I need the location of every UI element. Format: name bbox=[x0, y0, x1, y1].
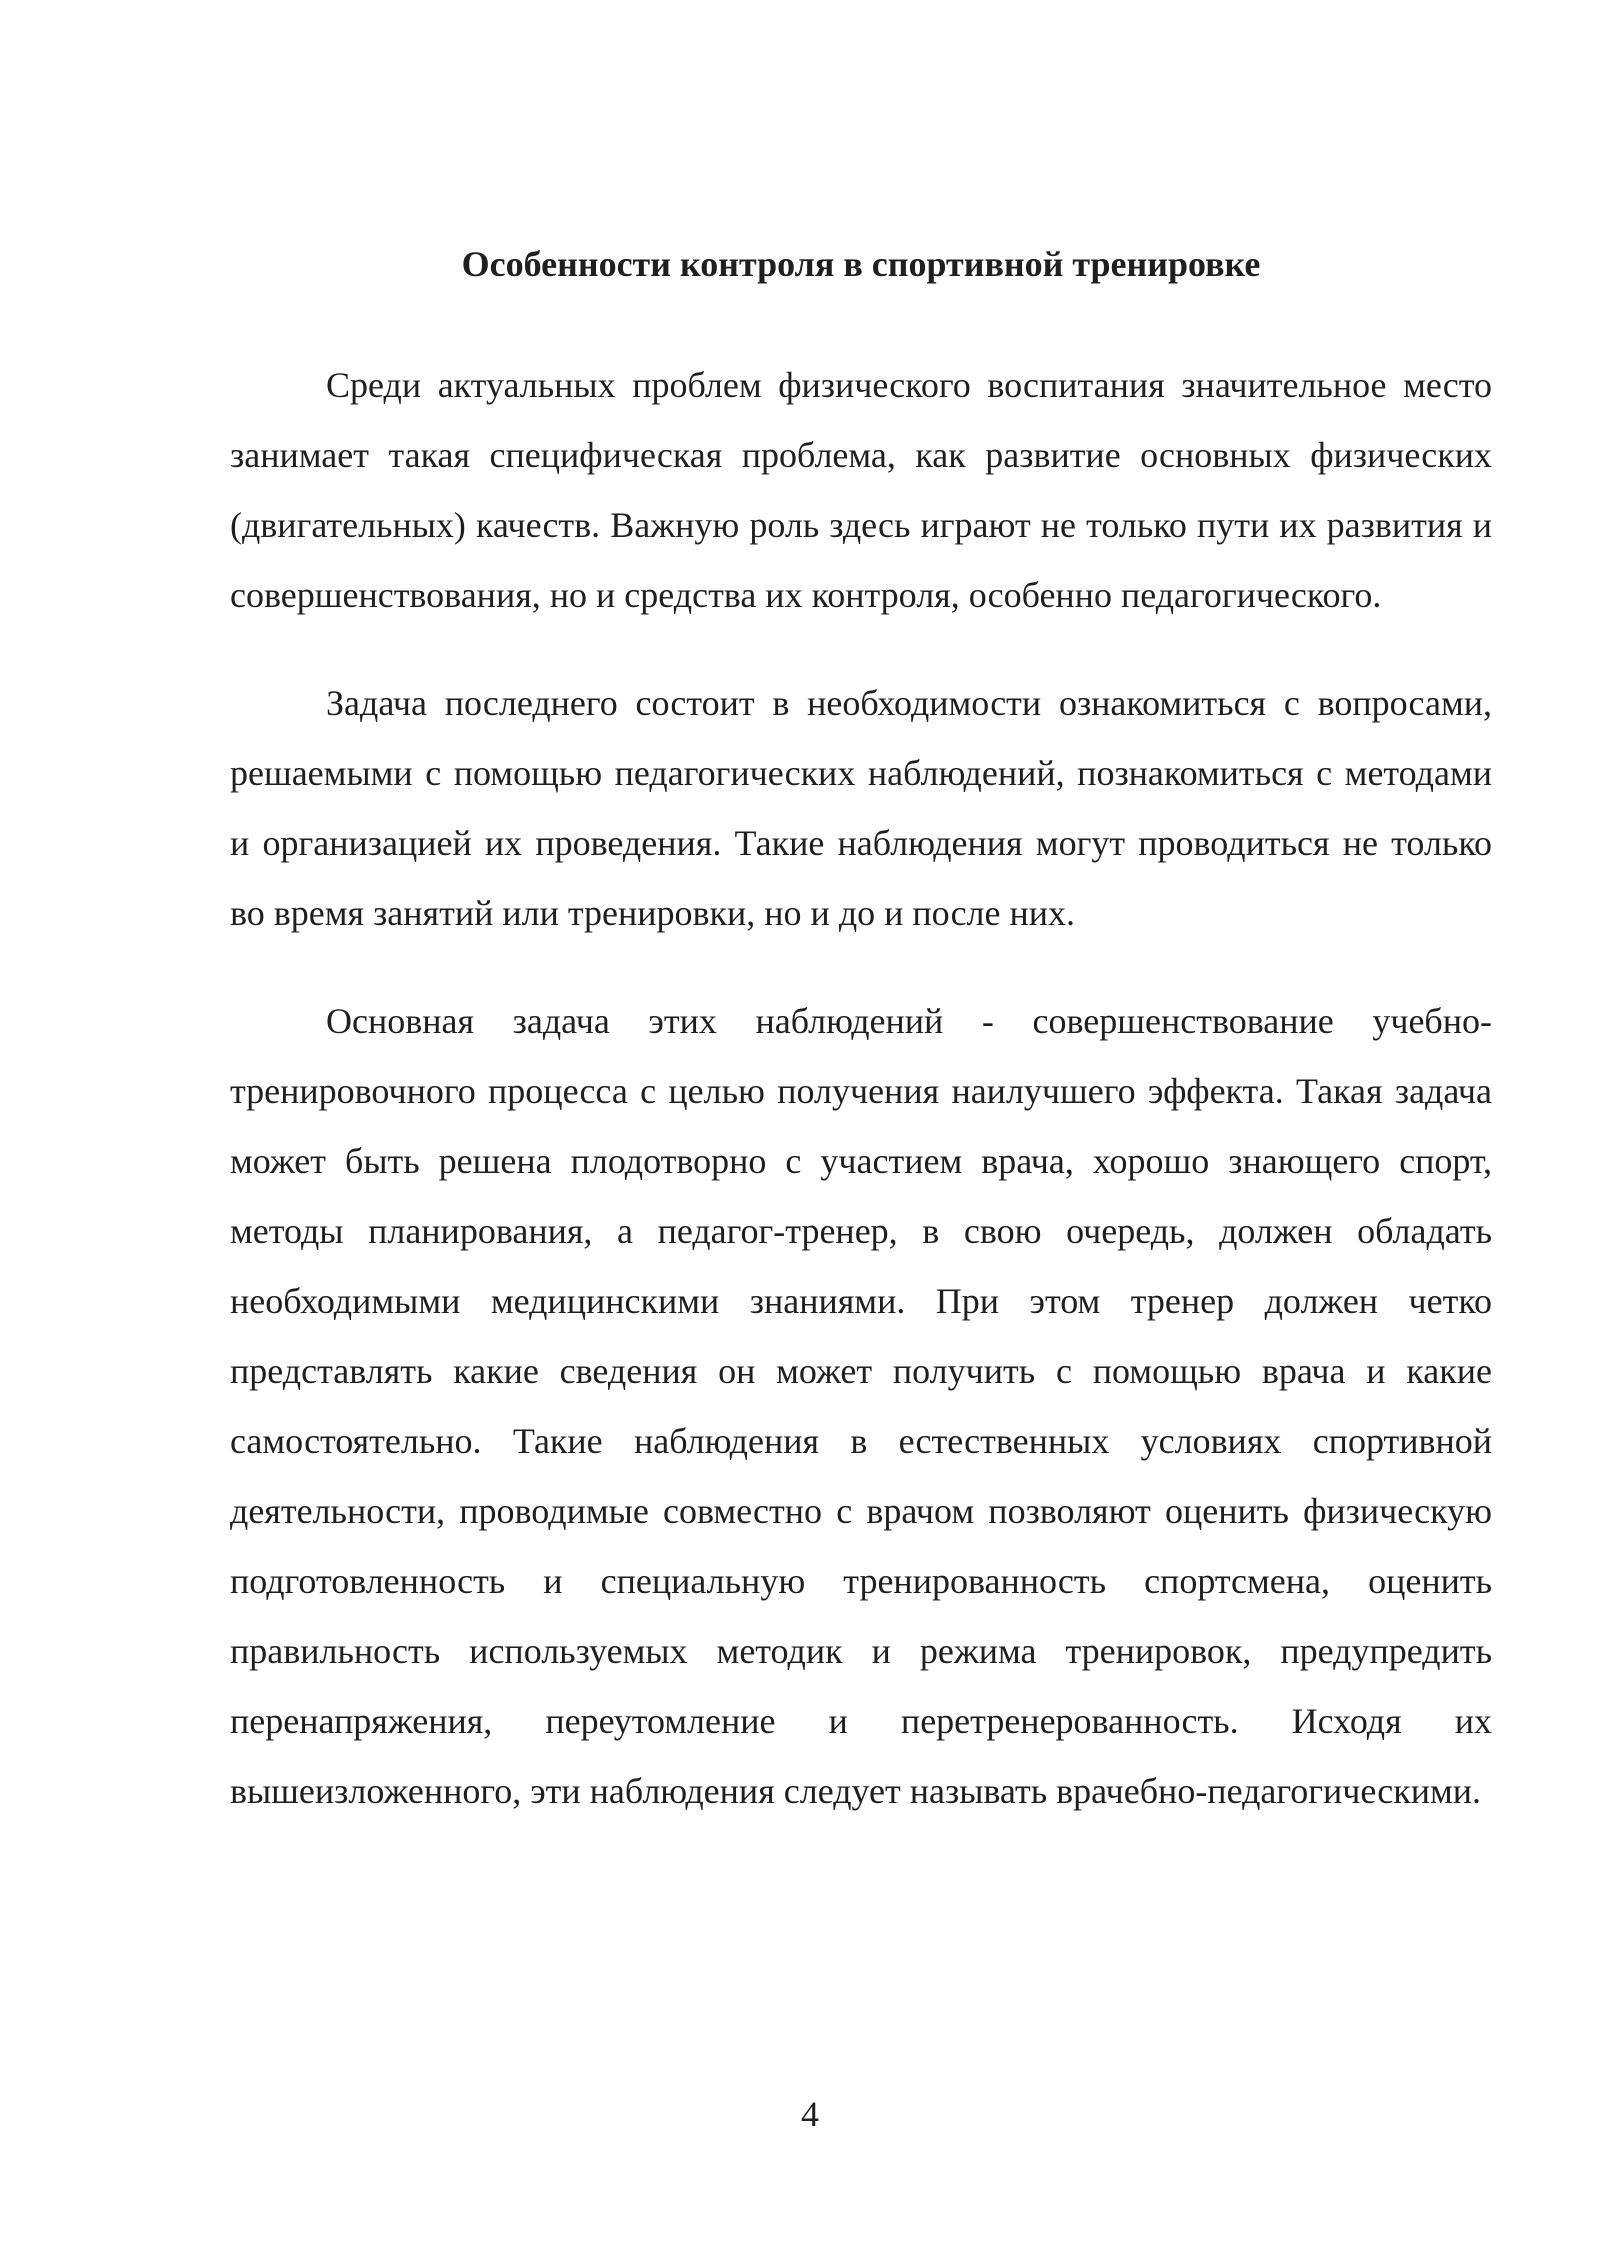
document-body bbox=[230, 350, 1492, 1864]
document-title: Особенности контроля в спортивной тренировке bbox=[461, 244, 1261, 284]
paragraph-3: Основная задача этих наблюдений - совершенствование учебно-тренировочного процесса с целью получения наилучшего эффекта. Такая задача может быть решена плодотворно с участием врача, хорошо знающего спорт, методы планирования, а педагог-тренер, в свою очередь, должен обладать необходимыми медицинскими знаниями. При этом тренер должен четко представлять какие сведения он может получить с помощью врача и какие самостоятельно. Такие наблюдения в естественных условиях спортивной деятельности, проводимые совместно с врачом позволяют оценить физическую подготовленность и специальную тренированность спортсмена, оценить правильность используемых методик и режима тренировок, предупредить перенапряжения, переутомление и перетренерованность. Исходя их вышеизложенного, эти наблюдения следует называть врачебно-педагогическими. bbox=[230, 1001, 1492, 1811]
paragraph-1: Среди актуальных проблем физического воспитания значительное место занимает такая специфическая проблема, как развитие основных физических (двигательных) качеств. Важную роль здесь играют не только пути их развития и совершенствования, но и средства их контроля, особенно педагогического. bbox=[230, 365, 1492, 615]
page-number: 4 bbox=[801, 2094, 819, 2134]
paragraph-2: Задача последнего состоит в необходимости ознакомиться с вопросами, решаемыми с помощью педагогических наблюдений, познакомиться с методами и организацией их проведения. Такие наблюдения могут проводиться не только во время занятий или тренировки, но и до и после них. bbox=[230, 683, 1492, 933]
